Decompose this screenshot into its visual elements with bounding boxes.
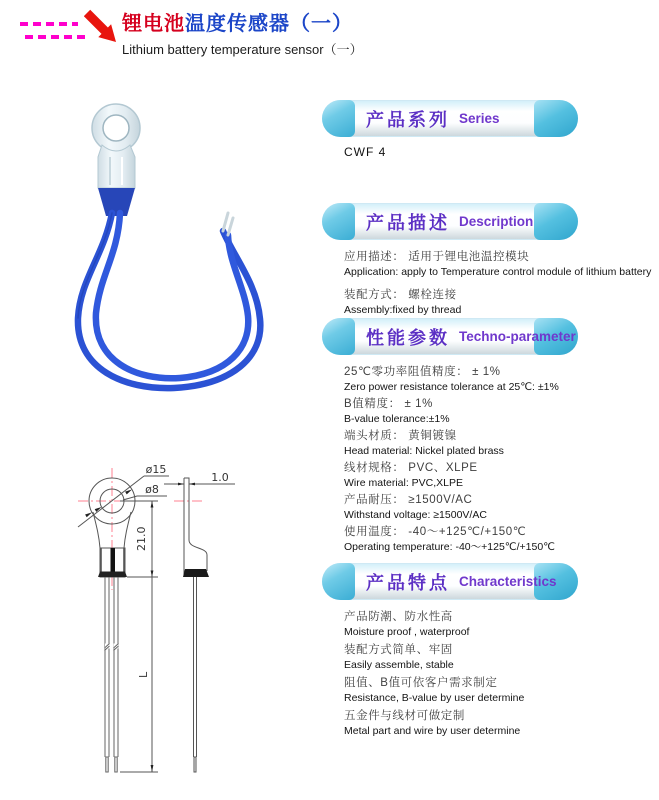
spec-item-en: Zero power resistance tolerance at 25℃: ±1% xyxy=(344,381,559,393)
side-view xyxy=(183,478,209,772)
spec-item xyxy=(344,708,659,739)
spec-item xyxy=(344,249,659,280)
section-header-characteristics xyxy=(322,563,578,600)
section-title-cn: 产品系列 xyxy=(366,109,450,130)
section-title-cn: 产品特点 xyxy=(366,572,450,593)
magenta-dash-line xyxy=(25,35,87,39)
spec-item-en: Moisture proof , waterproof xyxy=(344,626,470,638)
section-title-en: Series xyxy=(459,111,500,126)
section-techno-parameter xyxy=(322,318,659,556)
spec-item xyxy=(344,460,659,491)
spec-item xyxy=(344,524,659,555)
pill-cap-left xyxy=(322,563,355,600)
page-title-cn-blue: 温度传感器（一） xyxy=(185,13,353,35)
dimension-arrows xyxy=(85,483,195,772)
page-header xyxy=(122,7,363,58)
spec-item-en: Resistance, B-value by user determine xyxy=(344,692,525,704)
spec-item-en: B-value tolerance:±1% xyxy=(344,413,450,425)
spec-item-cn: 产品防潮、防水性高 xyxy=(344,611,453,623)
spec-column xyxy=(322,100,659,800)
pill-cap-right xyxy=(534,203,578,240)
dim-label-thickness: 1.0 xyxy=(211,471,229,484)
section-header-techno-parameter xyxy=(322,318,578,355)
page-title-cn-red: 锂电池 xyxy=(122,13,185,35)
section-header-series xyxy=(322,100,578,137)
red-arrow-icon xyxy=(84,8,118,46)
series-value: CWF 4 xyxy=(344,145,387,159)
page-title-cn xyxy=(122,7,363,36)
section-description xyxy=(322,203,659,325)
spec-item-cn: 端头材质： 黄铜镀镍 xyxy=(344,430,457,442)
spec-item xyxy=(344,609,659,640)
product-photo xyxy=(52,85,302,395)
spec-item xyxy=(344,428,659,459)
pill-cap-left xyxy=(322,100,355,137)
spec-item-en: Application: apply to Temperature control module of lithium battery xyxy=(344,266,652,278)
spec-item xyxy=(344,364,659,395)
section-title-cn: 性能参数 xyxy=(366,327,450,348)
spec-item-cn: 使用温度： -40～+125℃/+150℃ xyxy=(344,526,527,538)
section-characteristics xyxy=(322,563,659,741)
dimension-lines xyxy=(78,476,235,772)
spec-item xyxy=(344,642,659,673)
page-title-en: Lithium battery temperature sensor（一） xyxy=(122,42,363,57)
spec-item-cn: B值精度： ± 1% xyxy=(344,398,433,410)
dim-label-inner-diameter: ø8 xyxy=(145,483,159,496)
section-title-cn: 产品描述 xyxy=(366,212,450,233)
dim-label-wire-length: L xyxy=(137,671,150,678)
blue-wires xyxy=(78,213,260,388)
section-title-en: Techno-parameter xyxy=(459,329,576,344)
section-series xyxy=(322,100,659,159)
spec-item-cn: 25℃零功率阻值精度： ± 1% xyxy=(344,366,501,378)
pill-cap-left xyxy=(322,203,355,240)
spec-item-cn: 线材规格： PVC、XLPE xyxy=(344,462,478,474)
spec-item-en: Wire material: PVC,XLPE xyxy=(344,477,464,489)
spec-item xyxy=(344,492,659,523)
section-header-description xyxy=(322,203,578,240)
section-title-en: Characteristics xyxy=(459,574,557,589)
spec-item-cn: 装配方式： 螺栓连接 xyxy=(344,289,457,301)
spec-item xyxy=(344,675,659,706)
spec-item-cn: 阻值、B值可依客户需求制定 xyxy=(344,677,498,689)
dim-label-head-length: 21.0 xyxy=(135,526,148,551)
spec-item-en: Metal part and wire by user determine xyxy=(344,725,521,737)
pill-cap-left xyxy=(322,318,355,355)
spec-item-cn: 五金件与线材可做定制 xyxy=(344,710,465,722)
spec-item-cn: 产品耐压： ≥1500V/AC xyxy=(344,494,473,506)
front-view-wires xyxy=(105,577,119,772)
wire-boot xyxy=(98,188,135,216)
pill-cap-right xyxy=(534,100,578,137)
ring-terminal xyxy=(92,104,140,188)
dim-label-outer-diameter: ø15 xyxy=(145,463,167,476)
spec-item-cn: 装配方式简单、牢固 xyxy=(344,644,453,656)
technical-drawing xyxy=(52,450,262,795)
section-title-en: Description xyxy=(459,214,534,229)
spec-item-en: Operating temperature: -40～+125℃/+150℃ xyxy=(344,541,555,553)
spec-item-en: Assembly:fixed by thread xyxy=(344,304,462,316)
spec-item-en: Head material: Nickel plated brass xyxy=(344,445,504,457)
spec-item-cn: 应用描述： 适用于锂电池温控模块 xyxy=(344,251,530,263)
spec-item xyxy=(344,396,659,427)
spec-item-en: Withstand voltage: ≥1500V/AC xyxy=(344,509,487,521)
spec-item-en: Easily assemble, stable xyxy=(344,659,454,671)
magenta-dash-line xyxy=(20,22,78,26)
spec-item xyxy=(344,287,659,318)
